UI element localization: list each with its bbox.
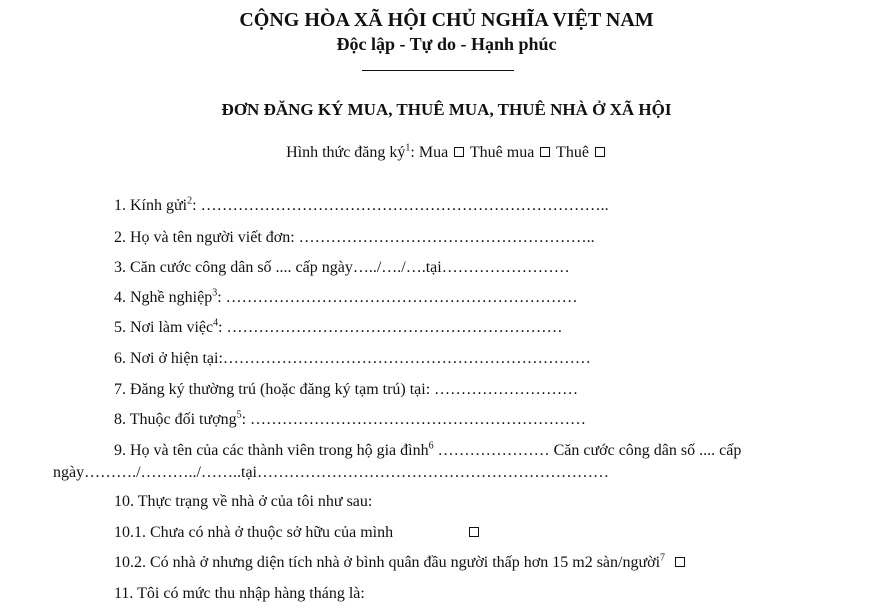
registration-type-label: Hình thức đăng ký bbox=[286, 144, 406, 161]
item-10-housing-status: 10. Thực trạng về nhà ở của tôi như sau: bbox=[114, 493, 373, 510]
item-10-1-no-house bbox=[114, 523, 481, 543]
item-4-label: 4. Nghề nghiệp bbox=[114, 289, 213, 306]
item-4-blank: : ………………………………………………………… bbox=[217, 289, 578, 306]
header-divider bbox=[362, 70, 514, 71]
item-7-registered-address: 7. Đăng ký thường trú (hoặc đăng ký tạm trú) tại: ……………………… bbox=[114, 381, 579, 398]
option-rent-label: Thuê bbox=[556, 144, 589, 161]
item-10-1-checkbox[interactable] bbox=[469, 527, 479, 537]
item-9-household-members bbox=[114, 441, 741, 461]
footnote-ref: 4 bbox=[213, 317, 219, 329]
item-5-workplace bbox=[114, 318, 563, 338]
option-rent-checkbox[interactable] bbox=[595, 147, 605, 157]
footnote-ref: 5 bbox=[236, 409, 242, 421]
registration-type-colon: : bbox=[410, 144, 415, 161]
item-5-label: 5. Nơi làm việc bbox=[114, 319, 214, 336]
item-4-occupation bbox=[114, 288, 578, 308]
item-1-blank: : ………………………………………………………………….. bbox=[192, 197, 609, 214]
option-buy-checkbox[interactable] bbox=[454, 147, 464, 157]
item-8-label: 8. Thuộc đối tượng bbox=[114, 411, 237, 428]
item-10-2-small-house bbox=[114, 553, 687, 573]
item-11-monthly-income: 11. Tôi có mức thu nhập hàng tháng là: bbox=[114, 585, 365, 602]
national-motto: CỘNG HÒA XÃ HỘI CHỦ NGHĨA VIỆT NAM bbox=[239, 9, 654, 31]
footnote-ref: 7 bbox=[660, 552, 666, 564]
option-hire-purchase-checkbox[interactable] bbox=[540, 147, 550, 157]
registration-type-line bbox=[0, 144, 893, 162]
item-3-citizen-id: 3. Căn cước công dân số .... cấp ngày…../…./….tại…………………… bbox=[114, 259, 570, 276]
footnote-ref: 6 bbox=[428, 440, 434, 452]
item-5-blank: : ……………………………………………………… bbox=[218, 319, 563, 336]
option-buy-label: Mua bbox=[418, 144, 449, 161]
sub-motto: Độc lập - Tự do - Hạnh phúc bbox=[336, 34, 557, 54]
item-9-continuation: ngày………./………../……..tại………………………………………………………… bbox=[53, 464, 609, 481]
item-8-blank: : ……………………………………………………… bbox=[241, 411, 587, 428]
form-title: ĐƠN ĐĂNG KÝ MUA, THUÊ MUA, THUÊ NHÀ Ở XÃ HỘI bbox=[221, 100, 672, 119]
item-1-label: 1. Kính gửi bbox=[114, 197, 188, 214]
item-2-applicant-name: 2. Họ và tên người viết đơn: ……………………………………………….. bbox=[114, 229, 595, 246]
item-8-eligibility-group bbox=[114, 410, 586, 430]
option-hire-purchase-label: Thuê mua bbox=[469, 144, 535, 161]
item-9-label: 9. Họ và tên của các thành viên trong hộ gia đình bbox=[114, 442, 429, 459]
item-9-blank: ………………… Căn cước công dân số .... cấp bbox=[433, 442, 742, 459]
item-10-2-checkbox[interactable] bbox=[675, 557, 685, 567]
item-10-1-label: 10.1. Chưa có nhà ở thuộc sở hữu của mình bbox=[114, 524, 394, 541]
item-6-current-residence: 6. Nơi ở hiện tại:…………………………………………………………… bbox=[114, 350, 591, 367]
footnote-ref: 1 bbox=[405, 142, 411, 154]
footnote-ref: 3 bbox=[212, 287, 218, 299]
item-1-recipient bbox=[114, 196, 609, 216]
item-10-2-label: 10.2. Có nhà ở nhưng diện tích nhà ở bình quân đầu người thấp hơn 15 m2 sàn/người bbox=[114, 554, 661, 571]
footnote-ref: 2 bbox=[187, 195, 193, 207]
